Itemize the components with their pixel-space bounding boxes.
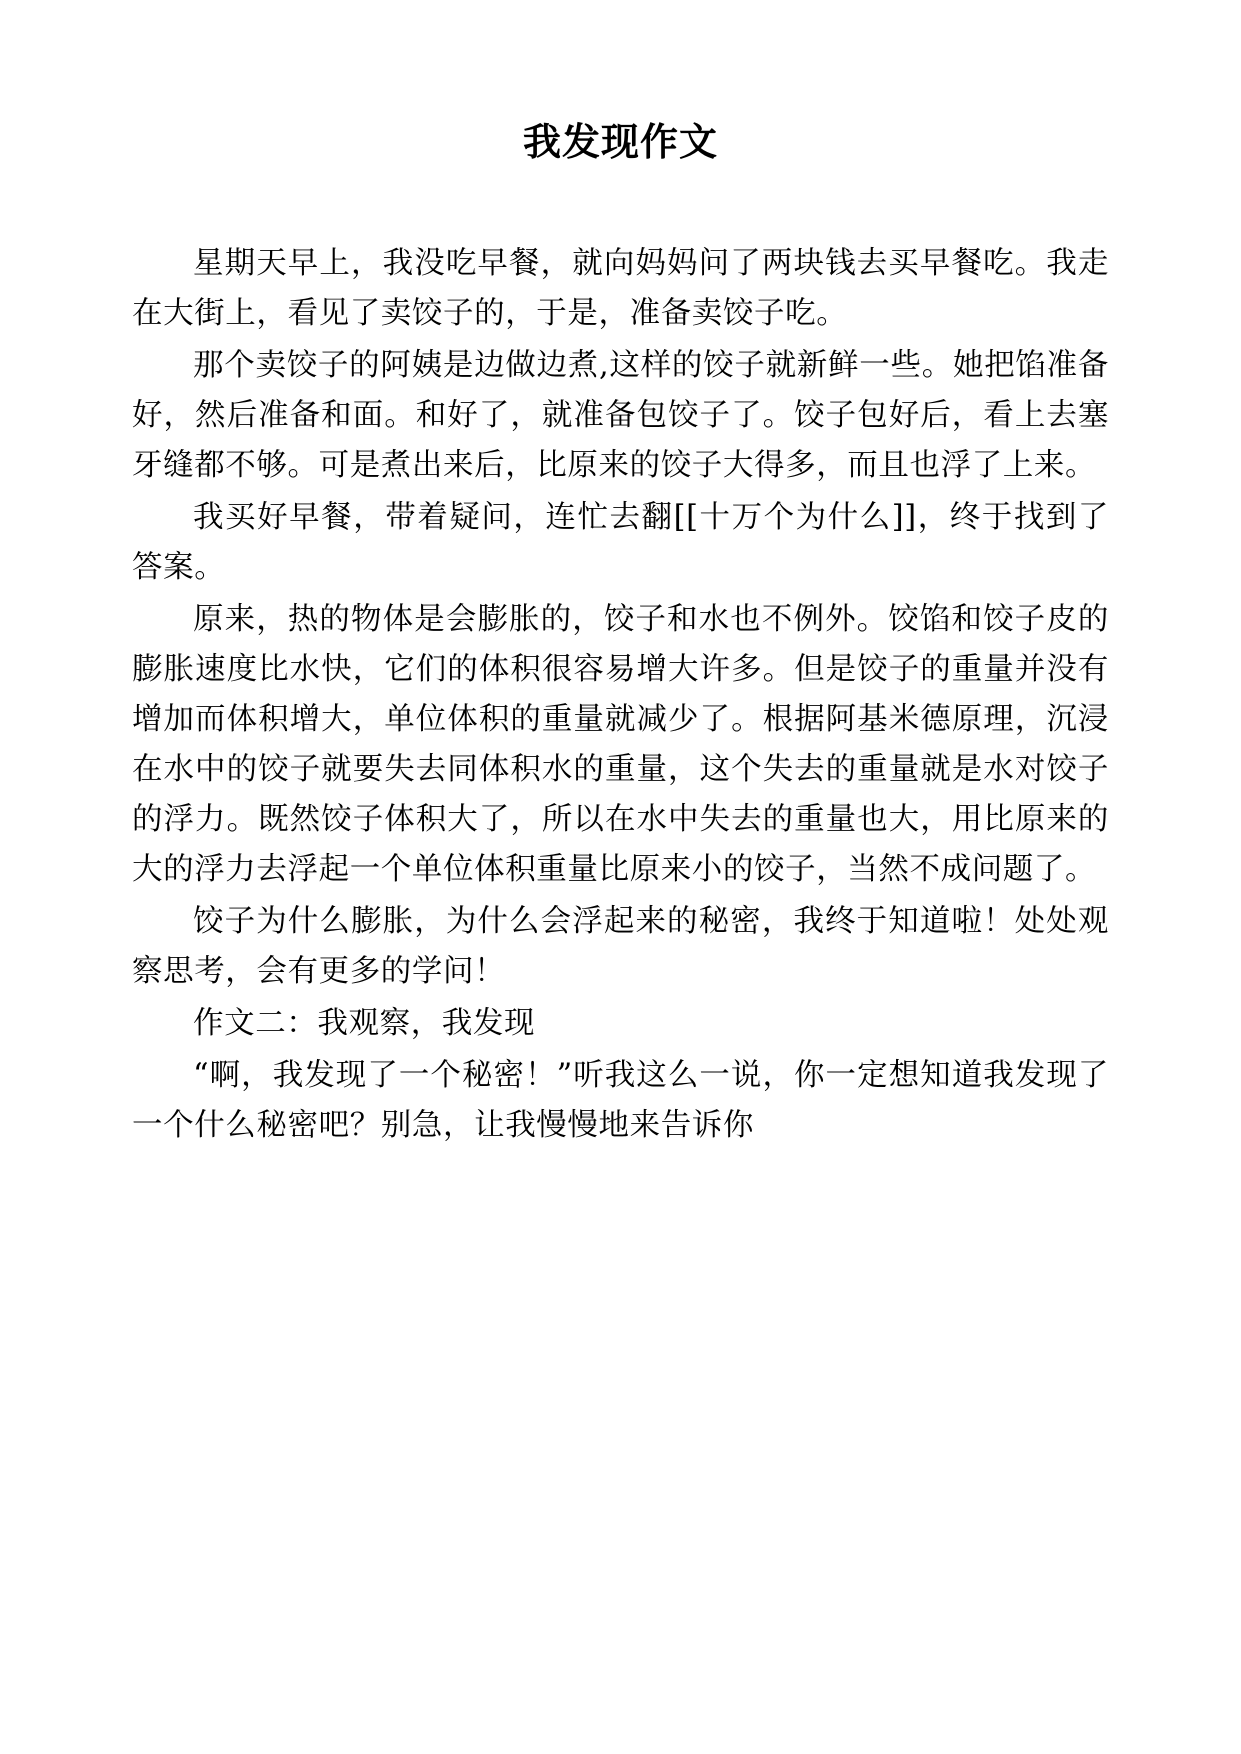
paragraph: 饺子为什么膨胀，为什么会浮起来的秘密，我终于知道啦！处处观察思考，会有更多的学问！ bbox=[132, 904, 1109, 990]
paragraph: 原来，热的物体是会膨胀的，饺子和水也不例外。饺馅和饺子皮的膨胀速度比水快，它们的体积很容易增大许多。但是饺子的重量并没有增加而体积增大，单位体积的重量就减少了。根据阿基米德原理，沉浸在水中的饺子就要失去同体积水的重量，这个失去的重量就是水对饺子的浮力。既然饺子体积大了，所以在水中失去的重量也大，用比原来的大的浮力去浮起一个单位体积重量比原来小的饺子，当然不成问题了。 bbox=[132, 602, 1109, 888]
document-body bbox=[132, 239, 1109, 1151]
paragraph: 作文二：我观察，我发现 bbox=[193, 1006, 536, 1042]
paragraph: 我买好早餐，带着疑问，连忙去翻[[十万个为什么]]，终于找到了答案。 bbox=[132, 500, 1109, 586]
page-title: 我发现作文 bbox=[522, 120, 718, 164]
paragraph: 那个卖饺子的阿姨是边做边煮,这样的饺子就新鲜一些。她把馅准备好，然后准备和面。和好了，就准备包饺子了。饺子包好后，看上去塞牙缝都不够。可是煮出来后，比原来的饺子大得多，而且也浮了上来。 bbox=[132, 348, 1109, 484]
paragraph: “啊，我发现了一个秘密！”听我这么一说，你一定想知道我发现了一个什么秘密吧？别急，让我慢慢地来告诉你 bbox=[132, 1058, 1109, 1144]
paragraph: 星期天早上，我没吃早餐，就向妈妈问了两块钱去买早餐吃。我走在大街上，看见了卖饺子的，于是，准备卖饺子吃。 bbox=[132, 246, 1109, 332]
